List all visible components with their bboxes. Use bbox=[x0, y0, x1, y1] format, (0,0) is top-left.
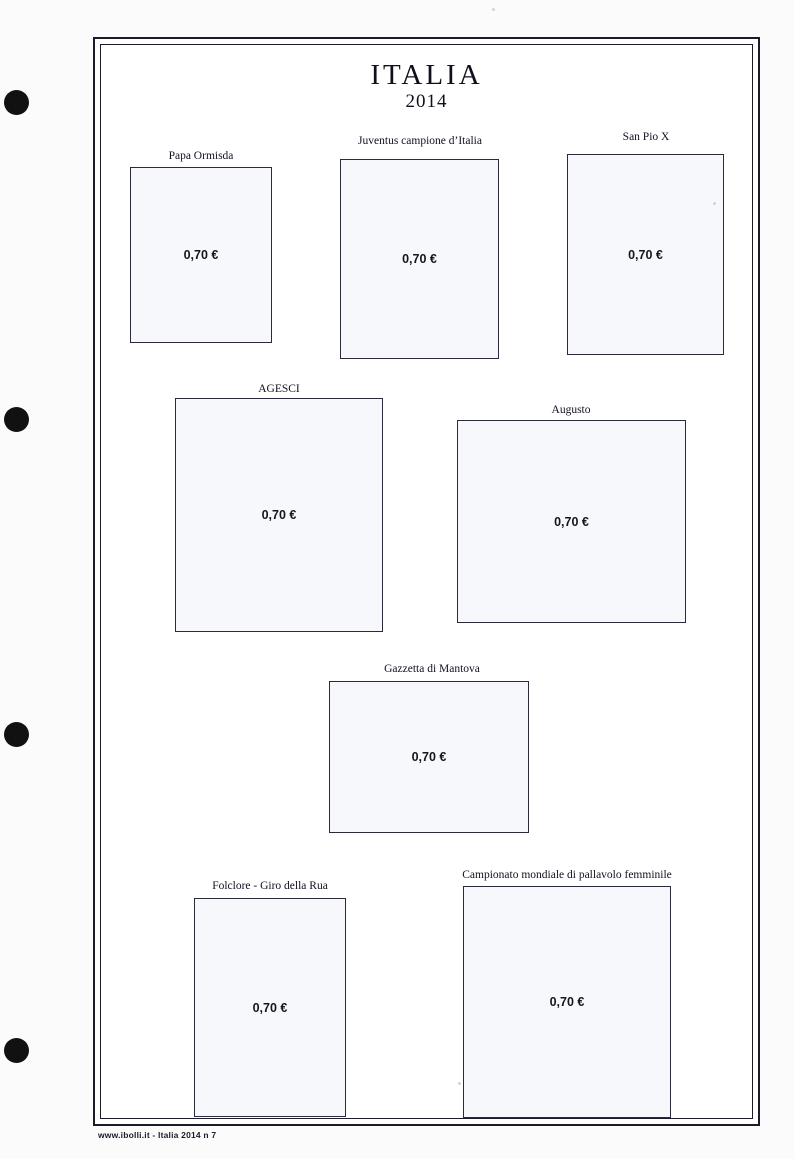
stamp-placeholder[interactable] bbox=[175, 398, 383, 632]
stamp-caption: Folclore - Giro della Rua bbox=[212, 880, 328, 892]
stamp-face-value: 0,70 € bbox=[261, 508, 297, 522]
binder-hole bbox=[4, 90, 29, 115]
binder-hole bbox=[4, 407, 29, 432]
stamp-caption: Campionato mondiale di pallavolo femminile bbox=[462, 869, 672, 881]
stamp-face-value: 0,70 € bbox=[183, 248, 219, 262]
binder-hole bbox=[4, 1038, 29, 1063]
page-title: ITALIA bbox=[370, 59, 483, 91]
stamp-placeholder[interactable] bbox=[130, 167, 272, 343]
stamp-placeholder[interactable] bbox=[463, 886, 671, 1118]
binder-holes bbox=[0, 0, 46, 1159]
stamp-face-value: 0,70 € bbox=[252, 1000, 288, 1015]
stamp-face-value: 0,70 € bbox=[549, 995, 585, 1009]
stamp-placeholder[interactable] bbox=[567, 154, 724, 355]
page-year: 2014 bbox=[405, 91, 448, 112]
stamp-caption: Augusto bbox=[551, 404, 591, 416]
stamp-face-value: 0,70 € bbox=[628, 247, 663, 262]
stamp-placeholder[interactable] bbox=[457, 420, 686, 623]
stamp-face-value: 0,70 € bbox=[554, 514, 589, 529]
scan-speck bbox=[458, 1082, 461, 1085]
stamp-placeholder[interactable] bbox=[329, 681, 529, 833]
page-footer: www.ibolli.it - Italia 2014 n 7 bbox=[98, 1130, 217, 1140]
stamp-placeholder[interactable] bbox=[340, 159, 499, 359]
album-page-frame bbox=[93, 37, 760, 1126]
stamp-caption: Papa Ormisda bbox=[168, 150, 234, 162]
stamp-face-value: 0,70 € bbox=[411, 750, 447, 764]
scan-speck bbox=[492, 8, 495, 11]
binder-hole bbox=[4, 722, 29, 747]
scan-speck bbox=[713, 202, 716, 205]
stamp-caption: San Pio X bbox=[622, 131, 670, 143]
stamp-face-value: 0,70 € bbox=[402, 252, 437, 266]
stamp-caption: AGESCI bbox=[258, 383, 300, 395]
stamp-caption: Gazzetta di Mantova bbox=[384, 663, 480, 675]
stamp-placeholder[interactable] bbox=[194, 898, 346, 1117]
stamp-caption: Juventus campione d’Italia bbox=[358, 135, 482, 147]
